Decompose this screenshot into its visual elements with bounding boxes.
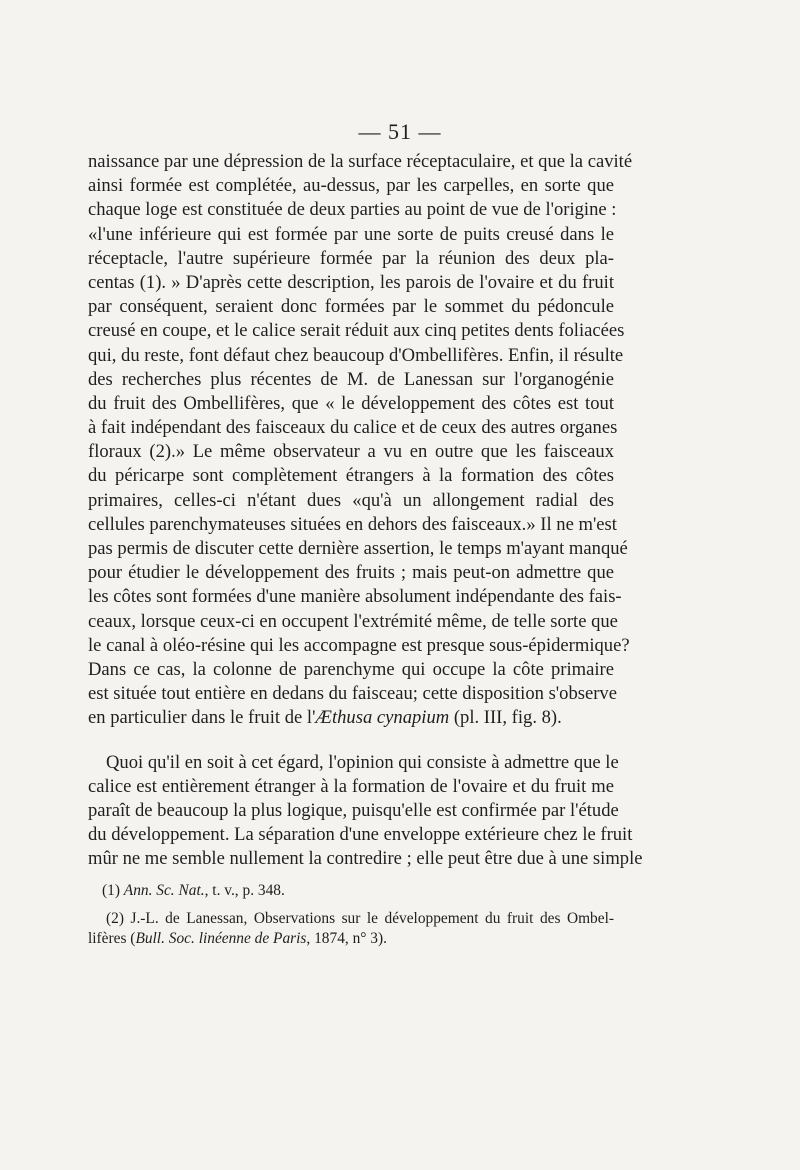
footnote-2-line-2 bbox=[88, 929, 614, 949]
footnote-text: lifères ( bbox=[88, 930, 136, 947]
text-line: primaires, celles-ci n'étant dues «qu'à un allongement radial des bbox=[88, 489, 614, 511]
text-line: du péricarpe sont complètement étrangers à la formation des côtes bbox=[88, 465, 614, 487]
text-line: pas permis de discuter cette dernière assertion, le temps m'ayant manqué bbox=[88, 538, 628, 559]
paragraph-1 bbox=[88, 150, 633, 731]
text-line: le canal à oléo-résine qui les accompagne est presque sous-épidermique? bbox=[88, 634, 630, 656]
footnote-number: (1) bbox=[102, 882, 124, 899]
text-line: est située tout entière en dedans du faisceau; cette disposition s'observe bbox=[88, 683, 617, 705]
journal-reference: Bull. Soc. linéenne de Paris bbox=[135, 930, 307, 947]
footnote-2-line-1: (2) J.-L. de Lanessan, Observations sur le développement du fruit des Ombel- bbox=[106, 910, 614, 927]
text-line: Dans ce cas, la colonne de parenchyme qui occupe la côte primaire bbox=[88, 658, 614, 680]
text-line: qui, du reste, font défaut chez beaucoup d'Ombellifères. Enfin, il résulte bbox=[88, 344, 624, 366]
journal-reference: Ann. Sc. Nat. bbox=[123, 882, 205, 899]
text-line: mûr ne me semble nullement la contredire ; elle peut être due à une simple bbox=[88, 848, 643, 870]
paragraph-2 bbox=[88, 751, 643, 872]
text-fragment: (pl. III, fig. 8). bbox=[449, 707, 562, 729]
footnote-1 bbox=[88, 881, 614, 901]
text-line: du fruit des Ombellifères, que « le développement des côtes est tout bbox=[88, 392, 614, 414]
text-line: à fait indépendant des faisceaux du calice et de ceux des autres organes bbox=[88, 417, 618, 439]
text-line: ceaux, lorsque ceux-ci en occupent l'extrémité même, de telle sorte que bbox=[88, 610, 618, 632]
page-number: — 51 — bbox=[358, 119, 442, 144]
text-line: paraît de beaucoup la plus logique, puisqu'elle est confirmée par l'étude bbox=[88, 799, 619, 821]
text-line: naissance par une dépression de la surface réceptaculaire, et que la cavité bbox=[88, 151, 633, 172]
text-line: pour étudier le développement des fruits ; mais peut-on admettre que bbox=[88, 562, 614, 584]
text-line: réceptacle, l'autre supérieure formée par la réunion des deux pla- bbox=[88, 247, 614, 269]
species-name: Æthusa cynapium bbox=[315, 707, 450, 729]
text-line: du développement. La séparation d'une enveloppe extérieure chez le fruit bbox=[88, 824, 633, 846]
text-line: ainsi formée est complétée, au-dessus, par les carpelles, en sorte que bbox=[88, 175, 614, 197]
text-line: creusé en coupe, et le calice serait réduit aux cinq petites dents foliacées bbox=[88, 320, 625, 342]
text-line: «l'une inférieure qui est formée par une sorte de puits creusé dans le bbox=[88, 223, 614, 245]
body-text bbox=[88, 150, 643, 871]
text-fragment: en particulier dans le fruit de l' bbox=[88, 707, 316, 729]
text-line: cellules parenchymateuses situées en dehors des faisceaux.» Il ne m'est bbox=[88, 513, 617, 535]
text-line: floraux (2).» Le même observateur a vu en outre que les faisceaux bbox=[88, 441, 614, 463]
footnotes bbox=[88, 881, 614, 949]
footnote-text: , t. v., p. 348. bbox=[204, 882, 285, 899]
text-line: Quoi qu'il en soit à cet égard, l'opinion qui consiste à admettre que le bbox=[106, 751, 619, 773]
text-line: calice est entièrement étranger à la formation de l'ovaire et du fruit me bbox=[88, 775, 614, 797]
text-line-last bbox=[88, 706, 614, 730]
footnote-text: , 1874, n° 3). bbox=[306, 930, 387, 947]
text-line: centas (1). » D'après cette description, les parois de l'ovaire et du fruit bbox=[88, 271, 614, 293]
text-line: des recherches plus récentes de M. de Lanessan sur l'organogénie bbox=[88, 368, 614, 390]
text-line: chaque loge est constituée de deux parties au point de vue de l'origine : bbox=[88, 199, 617, 221]
text-line: par conséquent, seraient donc formées par le sommet du pédoncule bbox=[88, 296, 614, 318]
text-line: les côtes sont formées d'une manière absolument indépendante des fais- bbox=[88, 586, 622, 608]
